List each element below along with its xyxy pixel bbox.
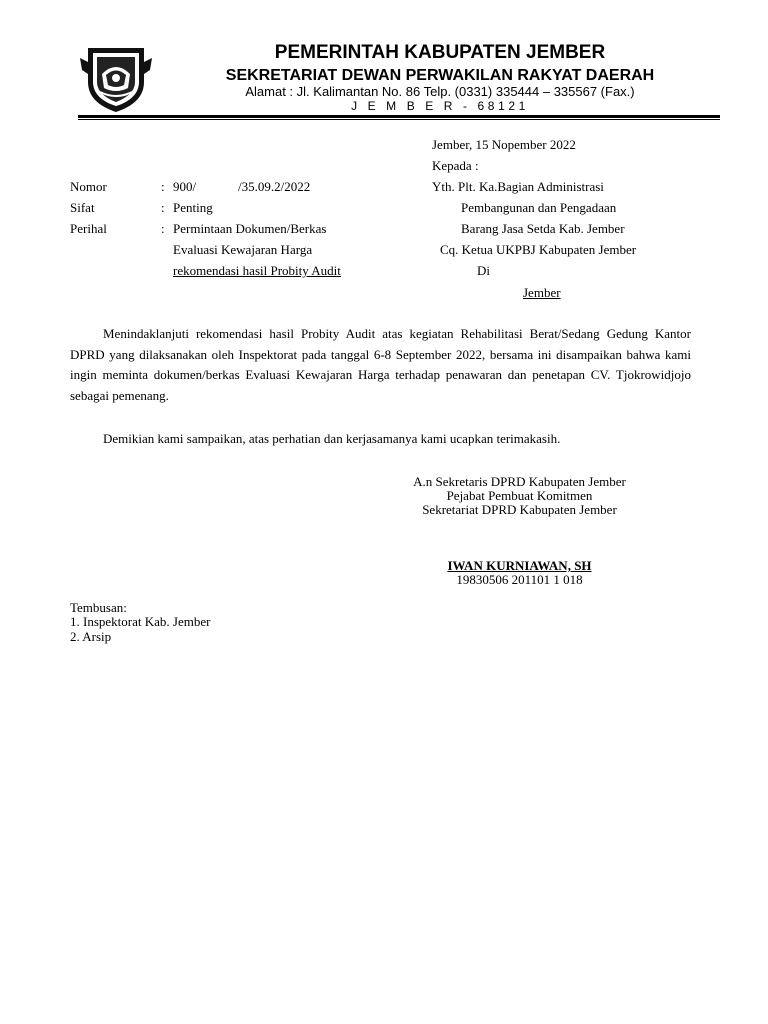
tembusan-title: Tembusan: xyxy=(70,600,127,615)
letterhead-city: J E M B E R - 68121 xyxy=(351,99,529,113)
nomor-label: Nomor xyxy=(70,179,107,194)
letterhead-address: Alamat : Jl. Kalimantan No. 86 Telp. (0331) 335444 – 335567 (Fax.) xyxy=(245,84,635,99)
recipient-line-1: Yth. Plt. Ka.Bagian Administrasi xyxy=(432,179,604,194)
perihal-line-2: Evaluasi Kewajaran Harga xyxy=(173,242,313,257)
signatory-nip: 19830506 201101 1 018 xyxy=(456,572,583,587)
body-paragraph-2: Demikian kami sampaikan, atas perhatian dan kerjasamanya kami ucapkan terimakasih. xyxy=(103,431,561,446)
letterhead-title: PEMERINTAH KABUPATEN JEMBER xyxy=(274,42,606,63)
recipient-line-5: Di xyxy=(477,263,490,278)
signature-line-3: Sekretariat DPRD Kabupaten Jember xyxy=(422,502,617,517)
tembusan-item-2: 2. Arsip xyxy=(70,629,112,644)
recipient-line-6: Jember xyxy=(523,285,561,300)
perihal-line-3: rekomendasi hasil Probity Audit xyxy=(173,263,341,278)
sifat-colon: : xyxy=(161,200,165,215)
kepada-label: Kepada : xyxy=(432,158,479,173)
sifat-value: Penting xyxy=(173,200,213,215)
nomor-value-part2: /35.09.2/2022 xyxy=(238,179,311,194)
nomor-value-part1: 900/ xyxy=(173,179,197,194)
recipient-line-2: Pembangunan dan Pengadaan xyxy=(461,200,617,215)
recipient-line-4: Cq. Ketua UKPBJ Kabupaten Jember xyxy=(440,242,637,257)
letterhead-divider-thick xyxy=(78,115,720,118)
jember-regency-emblem-icon xyxy=(78,44,154,114)
signature-line-1: A.n Sekretaris DPRD Kabupaten Jember xyxy=(413,474,626,489)
signatory-name: IWAN KURNIAWAN, SH xyxy=(447,558,592,573)
perihal-line-1: Permintaan Dokumen/Berkas xyxy=(173,221,327,236)
nomor-colon: : xyxy=(161,179,165,194)
signature-line-2: Pejabat Pembuat Komitmen xyxy=(446,488,593,503)
letterhead-divider-thin xyxy=(78,119,720,120)
perihal-colon: : xyxy=(161,221,165,236)
letterhead-subtitle: SEKRETARIAT DEWAN PERWAKILAN RAKYAT DAERAH xyxy=(225,67,655,84)
tembusan-item-1: 1. Inspektorat Kab. Jember xyxy=(70,614,211,629)
body-paragraph-1: Menindaklanjuti rekomendasi hasil Probity Audit atas kegiatan Rehabilitasi Berat/Sedang Gedung Kantor DPRD yang dilaksanakan oleh Inspektorat pada tanggal 6-8 September 2022, bersama ini disampaikan bahwa kami ingin meminta dokumen/berkas Evaluasi Kewajaran Harga terhadap penawaran dan penetapan CV. Tjokrowidjojo sebagai pemenang. xyxy=(70,326,691,403)
recipient-line-3: Barang Jasa Setda Kab. Jember xyxy=(461,221,625,236)
letter-date: Jember, 15 Nopember 2022 xyxy=(432,137,576,152)
perihal-label: Perihal xyxy=(70,221,107,236)
sifat-label: Sifat xyxy=(70,200,95,215)
